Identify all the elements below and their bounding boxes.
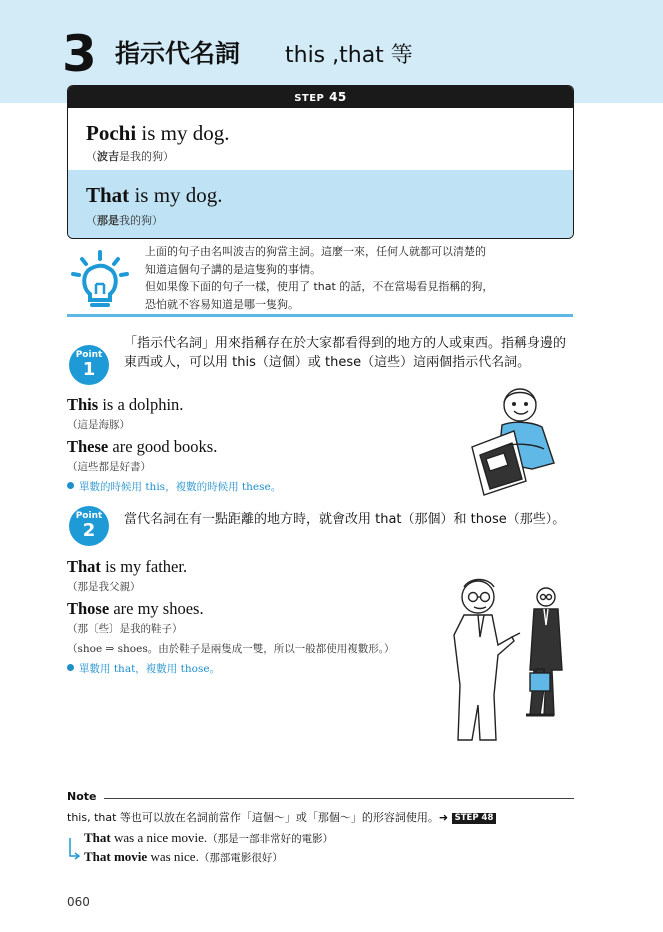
step-header <box>68 86 573 108</box>
example-predicate: are my shoes. <box>109 599 204 618</box>
example-subject: That <box>86 183 130 207</box>
plural-note: （shoe ⇒ shoes。由於鞋子是兩隻成一雙，所以一般都使用複數形。） <box>67 643 395 655</box>
note-body: this, that 等也可以放在名詞前當作「這個～」或「那個～」的形容詞使用。 <box>67 811 439 824</box>
example-predicate: are good books. <box>108 437 218 456</box>
example-subject: That movie <box>84 849 148 864</box>
translation-subject: 那是 <box>97 214 119 227</box>
example-translation: （這些都是好書） <box>67 461 151 473</box>
example-predicate: is my dog. <box>129 183 223 207</box>
note-label: Note <box>67 790 97 803</box>
example-predicate: was nice. <box>147 849 199 864</box>
translation-predicate: 是我的狗 <box>119 150 163 163</box>
example-translation: （這是海豚） <box>67 419 130 431</box>
lightbulb-icon <box>70 250 130 312</box>
arrow-icon: ➜ <box>438 811 449 824</box>
point-number: 2 <box>82 520 96 541</box>
bullet-dot <box>67 664 74 671</box>
intro-line: 但如果像下面的句子一樣，使用了 that 的話，不在當場看見指稱的狗， <box>145 280 494 293</box>
point-badge <box>69 506 109 546</box>
intro-paragraph <box>145 243 565 313</box>
example-predicate: is a dolphin. <box>98 395 184 414</box>
note-example <box>84 830 333 847</box>
translation-predicate: 我的狗 <box>119 214 152 227</box>
girl-with-books-illustration <box>462 385 574 500</box>
example-translation: （那是一部非常好的電影） <box>207 833 334 845</box>
point-label: Point <box>75 350 103 360</box>
example-row-pochi <box>68 108 573 170</box>
point-number: 1 <box>82 359 96 380</box>
example-sentence <box>67 395 183 415</box>
paren-close: ） <box>163 150 174 163</box>
note-text <box>67 810 577 825</box>
chapter-title: 指示代名詞 <box>115 39 241 68</box>
step-number: 45 <box>329 90 347 104</box>
section-divider <box>67 314 573 317</box>
note-example <box>84 849 283 866</box>
bracket-arrow-icon <box>68 836 80 860</box>
example-subject: That <box>67 557 101 576</box>
example-translation <box>86 150 174 164</box>
point-explanation: 「指示代名詞」用來指稱存在於大家都看得到的地方的人或東西。指稱身邊的東西或人，可以用 this（這個）或 these（這些）這兩個指示代名詞。 <box>124 336 567 370</box>
usage-tip <box>67 480 281 494</box>
chapter-number: 3 <box>62 25 97 83</box>
paren-open: （ <box>86 214 97 227</box>
example-row-that <box>68 170 573 239</box>
example-predicate: is my father. <box>100 557 188 576</box>
example-translation <box>86 214 163 228</box>
intro-line: 恐怕就不容易知道是哪一隻狗。 <box>145 297 299 311</box>
example-subject: Pochi <box>86 121 137 145</box>
example-predicate: is my dog. <box>136 121 230 145</box>
intro-line: 知道這個句子講的是這隻狗的事情。 <box>145 262 321 276</box>
example-predicate: was a nice movie. <box>110 830 208 845</box>
example-translation: （那是我父親） <box>67 581 141 593</box>
example-subject: That <box>84 830 111 845</box>
chapter-subtitle: this ,that 等 <box>285 43 413 68</box>
step-label: STEP <box>294 93 325 104</box>
page-number: 060 <box>67 895 90 909</box>
point-label: Point <box>75 511 103 521</box>
translation-subject: 波吉 <box>97 150 119 163</box>
example-subject: This <box>67 395 99 414</box>
intro-line: 上面的句子由名叫波吉的狗當主詞。這麼一來，任何人就都可以清楚的 <box>145 245 486 258</box>
tip-text: 單數的時候用 this，複數的時候用 these。 <box>79 481 282 493</box>
note-divider <box>104 798 574 799</box>
bullet-dot <box>67 482 74 489</box>
example-subject: These <box>67 437 109 456</box>
example-translation: （那部電影很好） <box>198 852 283 864</box>
example-sentence <box>67 437 217 457</box>
example-sentence <box>67 557 187 577</box>
father-pointing-illustration <box>440 575 574 745</box>
step-example-box <box>67 85 574 239</box>
paren-close: ） <box>152 214 163 227</box>
example-sentence <box>86 182 223 208</box>
example-translation: （那〔些〕是我的鞋子） <box>67 623 183 635</box>
example-sentence <box>86 120 230 146</box>
point-explanation: 當代名詞在有一點距離的地方時，就會改用 that（那個）和 those（那些）。 <box>124 512 566 527</box>
paren-open: （ <box>86 150 97 163</box>
step-reference-link[interactable]: STEP 48 <box>452 813 497 824</box>
usage-tip <box>67 662 220 676</box>
point-badge <box>69 345 109 385</box>
example-sentence <box>67 599 204 619</box>
tip-text: 單數用 that，複數用 those。 <box>79 663 221 675</box>
example-subject: Those <box>67 599 110 618</box>
